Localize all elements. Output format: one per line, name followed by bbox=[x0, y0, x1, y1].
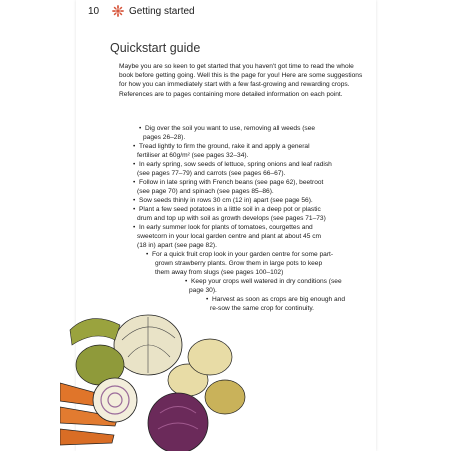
tip-item bbox=[133, 160, 332, 178]
tip-line bbox=[146, 259, 333, 268]
tip-text: fertiliser at 60g/m² (see pages 32–34). bbox=[137, 152, 249, 160]
tip-text: Plant a few seed potatoes in a little soil in a deep pot or plastic bbox=[139, 206, 321, 213]
tip-line bbox=[185, 277, 342, 286]
tip-text: Keep your crops well watered in dry conditions (see bbox=[191, 278, 342, 285]
tip-item bbox=[146, 250, 333, 278]
tip-item bbox=[133, 196, 313, 205]
tip-text: In early spring, sow seeds of lettuce, spring onions and leaf radish bbox=[139, 161, 332, 168]
potato-shape bbox=[205, 380, 245, 414]
tip-item bbox=[185, 277, 342, 295]
tip-line bbox=[133, 232, 321, 241]
tip-text: Follow in late spring with French beans (see page 62), beetroot bbox=[139, 179, 324, 186]
tip-line bbox=[133, 142, 310, 151]
tip-item bbox=[133, 142, 310, 160]
tip-text: drum and top up with soil as growth develops (see pages 71–73) bbox=[137, 215, 326, 223]
bullet-icon: • bbox=[133, 197, 136, 204]
tip-line bbox=[133, 205, 326, 214]
chapter-title: Getting started bbox=[129, 5, 195, 17]
carrot-shape bbox=[60, 429, 114, 445]
intro-paragraph: Maybe you are so keen to get started that you haven't got time to read the whole book before getting going. Well this is the page for you! Here are some suggestions for how you can immediately start with a few fast-growing and rewarding crops. References are to pages containing more detailed information on each point. bbox=[119, 63, 363, 98]
tip-line bbox=[133, 178, 323, 187]
tip-text: Tread lightly to firm the ground, rake it and apply a general bbox=[139, 143, 310, 150]
tip-text: pages 26–28). bbox=[143, 134, 186, 142]
tip-text: them away from slugs (see pages 100–102) bbox=[155, 269, 284, 277]
tip-text: page 30). bbox=[189, 287, 217, 295]
tip-text: (see page 70) and spinach (see pages 85–86). bbox=[137, 188, 274, 196]
vegetable-basket-illustration bbox=[60, 305, 250, 451]
bullet-icon: • bbox=[133, 206, 136, 213]
leek-leaves bbox=[70, 319, 120, 345]
tip-text: grown strawberry plants. Grow them in large pots to keep bbox=[155, 260, 323, 268]
bullet-icon: • bbox=[139, 125, 142, 132]
bullet-icon: • bbox=[133, 143, 136, 150]
tip-item bbox=[133, 205, 326, 223]
page-number: 10 bbox=[88, 5, 100, 17]
tip-text: In early summer look for plants of tomatoes, courgettes and bbox=[139, 224, 313, 231]
beetroot-shape bbox=[148, 393, 208, 451]
page-header bbox=[88, 4, 195, 18]
tip-text: For a quick fruit crop look in your garden centre for some part- bbox=[152, 251, 334, 258]
tip-item bbox=[133, 223, 321, 251]
bullet-icon: • bbox=[146, 251, 149, 258]
tip-line bbox=[133, 160, 332, 169]
tip-line bbox=[206, 295, 345, 304]
tip-text: re-sow the same crop for continuity. bbox=[210, 305, 314, 313]
bullet-icon: • bbox=[133, 179, 136, 186]
tip-line bbox=[133, 196, 313, 205]
sunburst-icon bbox=[112, 5, 124, 17]
tip-line bbox=[133, 223, 321, 232]
bullet-icon: • bbox=[206, 296, 209, 303]
bullet-icon: • bbox=[185, 278, 188, 285]
onion-shape bbox=[93, 378, 137, 422]
bullet-icon: • bbox=[133, 161, 136, 168]
tip-item bbox=[133, 178, 323, 196]
tip-line bbox=[139, 124, 315, 133]
tip-text: Sow seeds thinly in rows 30 cm (12 in) apart (see page 56). bbox=[139, 197, 313, 204]
bullet-icon: • bbox=[133, 224, 136, 231]
tip-text: sweetcorn in your local garden centre and plant at about 45 cm bbox=[137, 233, 322, 241]
tip-text: (18 in) apart (see page 82). bbox=[137, 242, 217, 250]
section-title: Quickstart guide bbox=[110, 41, 201, 55]
tip-line bbox=[146, 250, 333, 259]
tip-item bbox=[139, 124, 315, 142]
tip-text: Harvest as soon as crops are big enough and bbox=[212, 296, 346, 303]
tip-text: Dig over the soil you want to use, removing all weeds (see bbox=[145, 125, 316, 132]
tip-text: (see pages 77–79) and carrots (see pages 66–67). bbox=[137, 170, 286, 178]
potato-shape bbox=[188, 339, 232, 375]
